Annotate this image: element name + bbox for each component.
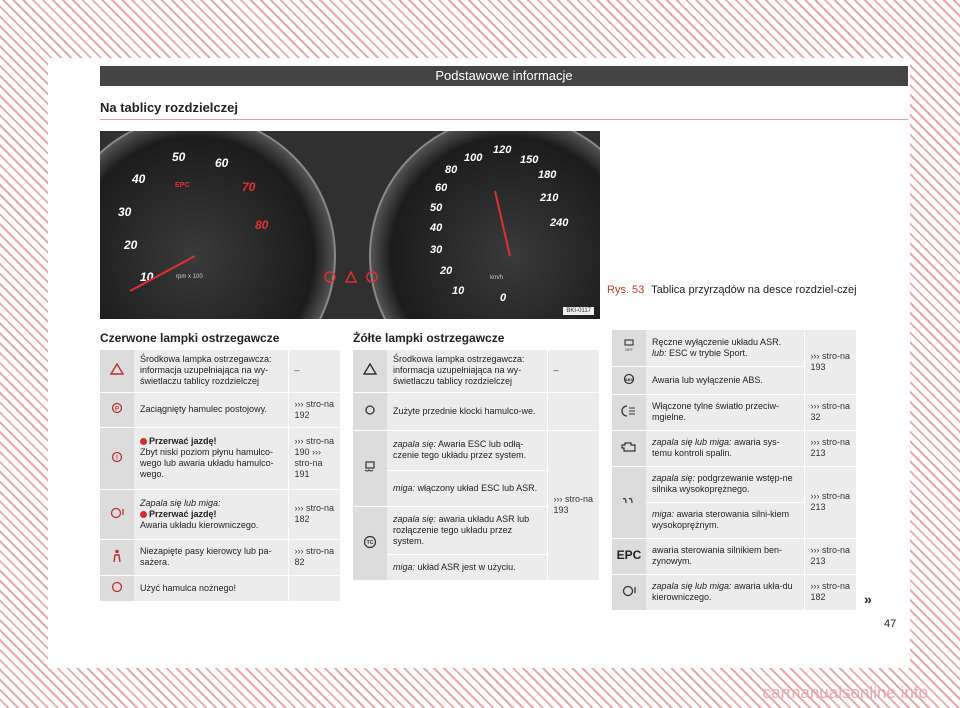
table-row (100, 575, 340, 601)
seatbelt-icon (100, 539, 134, 575)
row-text: Użyć hamulca nożnego! (134, 575, 288, 601)
row-ref: ››› stro-na 213 (804, 538, 856, 574)
tacho-label: 80 (255, 218, 269, 232)
table-row (353, 392, 599, 430)
row-ref: ››› stro-na 193 (804, 330, 856, 394)
row-pre: miga: (393, 482, 416, 493)
red-lamps-title: Czerwone lampki ostrzegawcze (100, 331, 280, 345)
tacho-label: 20 (124, 238, 138, 252)
continue-arrow-icon: » (864, 591, 872, 607)
red-lamps-table (100, 350, 340, 602)
row-text: Włączone tylne światło przeciw-mgielne. (646, 394, 804, 430)
speedo-label: 30 (430, 244, 443, 256)
row-ref: ››› stro-na 213 (804, 466, 856, 538)
row-pre: zapala się lub miga: (652, 581, 732, 591)
svg-text:TC: TC (366, 539, 374, 546)
row-pre: miga: (393, 561, 416, 572)
row-text: Środkowa lampka ostrzegawcza: informacja uzupełniająca na wy-świetlaczu tablicy rozdzielczej (134, 350, 288, 392)
row-text: awaria ukła-du kierowniczego. (652, 581, 793, 602)
page (48, 58, 910, 668)
row-text: układ ASR jest w użyciu. (417, 561, 516, 572)
caption-number: Rys. 53 (607, 284, 645, 296)
tacho-label: 70 (242, 180, 256, 194)
row-text: awaria sys-temu kontroli spalin. (652, 437, 780, 458)
row-pre: Zapala się lub miga: (140, 497, 221, 508)
brake-fluid-icon (100, 427, 134, 489)
table-row (100, 427, 340, 489)
table-row (612, 430, 856, 466)
row-ref: ››› stro-na 32 (804, 394, 856, 430)
row-text: Awaria układu kierowniczego. (140, 519, 259, 530)
row-text: włączony układ ESC lub ASR. (417, 482, 538, 493)
tcs-icon (353, 506, 387, 580)
table-row (100, 489, 340, 539)
instrument-cluster-figure (100, 131, 600, 319)
row-lead: Przerwać jazdę! (149, 436, 217, 446)
section-title: Na tablicy rozdzielczej (100, 100, 238, 115)
svg-text:!: ! (116, 455, 118, 461)
row-text: Ręczne wyłączenie układu ASR. (652, 336, 782, 347)
row-ref: – (547, 350, 599, 392)
rear-fog-icon (612, 394, 646, 430)
speedo-label: 0 (500, 292, 507, 304)
row-pre: miga: (652, 509, 675, 519)
epc-lamp: EPC (175, 182, 190, 189)
tacho-label: 60 (215, 156, 229, 170)
warning-triangle-icon (100, 350, 134, 392)
table-row (612, 574, 856, 610)
row-text: awaria sterowania silnikiem ben-zynowym. (646, 538, 804, 574)
row-pre: zapala się lub miga: (652, 437, 732, 447)
foot-brake-icon (100, 575, 134, 601)
row-or: lub: (652, 347, 667, 358)
speedo-label: 100 (464, 152, 483, 164)
svg-text:OFF: OFF (625, 347, 633, 353)
title-divider (100, 119, 908, 120)
watermark: carmanualsonline.info (762, 683, 928, 702)
page-number: 47 (884, 618, 897, 630)
table-row (612, 330, 856, 366)
tacho-units: rpm x 100 (176, 274, 203, 280)
table-row (612, 466, 856, 502)
esc-off-icon (612, 330, 646, 366)
speedo-label: 20 (440, 265, 453, 277)
stop-dot-icon (140, 511, 147, 518)
row-pre: zapala się: (393, 439, 437, 449)
speedo-units: km/h (490, 275, 504, 281)
cluster-illustration (100, 131, 600, 319)
abs-icon (612, 366, 646, 394)
esc-icon (353, 430, 387, 506)
svg-text:P: P (114, 406, 120, 413)
row-ref: ››› stro-na 213 (804, 430, 856, 466)
chapter-header: Podstawowe informacje (100, 66, 908, 86)
row-text: Niezapięte pasy kierowcy lub pa-sażera. (134, 539, 288, 575)
row-ref: ››› stro-na 193 (547, 430, 599, 580)
parking-brake-icon (100, 392, 134, 427)
row-text: awaria układu ASR lub rozłączenie tego układu przez system. (393, 513, 530, 546)
row-ref (288, 575, 340, 601)
brake-pads-icon (353, 392, 387, 430)
tacho-label: 50 (172, 150, 186, 164)
row-text: Zużyte przednie klocki hamulco-we. (387, 392, 547, 430)
figure-caption (607, 283, 857, 297)
glow-plug-icon (612, 466, 646, 538)
row-lead: Przerwać jazdę! (149, 508, 217, 519)
steering-warning-icon (100, 489, 134, 539)
speedo-label: 50 (430, 202, 443, 214)
tacho-label: 40 (132, 172, 146, 186)
speedo-label: 40 (430, 222, 443, 234)
row-text: Zbyt niski poziom płynu hamulco-wego lub awaria układu hamulco-wego. (140, 447, 274, 479)
row-text: Awaria lub wyłączenie ABS. (646, 366, 804, 394)
speedo-label: 120 (493, 144, 512, 156)
table-row (612, 538, 856, 574)
row-ref: ››› stro-na 182 (288, 489, 340, 539)
speedo-label: 210 (540, 192, 559, 204)
table-row (353, 350, 599, 392)
row-ref: ››› stro-na 192 (288, 392, 340, 427)
row-ref: – (288, 350, 340, 392)
speedo-label: 240 (550, 217, 569, 229)
row-pre: zapala się: (652, 473, 696, 483)
tacho-label: 30 (118, 205, 132, 219)
row-text: Środkowa lampka ostrzegawcza: informacja uzupełniająca na wy-świetlaczu tablicy rozdzielczej (387, 350, 547, 392)
yellow-lamps-table (353, 350, 599, 581)
epc-icon (612, 538, 646, 574)
figure-id: BKI-0117 (563, 307, 594, 315)
row-ref (547, 392, 599, 430)
engine-icon (612, 430, 646, 466)
table-row (353, 430, 599, 470)
speedo-label: 10 (452, 285, 465, 297)
steering-warning-icon (612, 574, 646, 610)
speedo-label: 150 (520, 154, 539, 166)
row-pre: zapala się: (393, 513, 437, 524)
speedo-label: 60 (435, 182, 448, 194)
speedo-label: 180 (538, 169, 557, 181)
stop-dot-icon (140, 438, 147, 445)
speedo-label: 80 (445, 164, 458, 176)
row-text-2: ESC w trybie Sport. (669, 347, 748, 358)
svg-text:ABS: ABS (624, 376, 634, 382)
yellow-lamps-title: Żółte lampki ostrzegawcze (353, 331, 505, 345)
table-row (100, 350, 340, 392)
row-text: podgrzewanie wstęp-ne silnika wysokoprężnego. (652, 473, 793, 494)
row-ref: ››› stro-na 82 (288, 539, 340, 575)
table-row (100, 539, 340, 575)
tacho-label: 10 (140, 270, 154, 284)
row-text: Awaria ESC lub odłą-czenie tego układu przez system. (393, 439, 527, 460)
warning-triangle-icon (353, 350, 387, 392)
caption-text: Tablica przyrządów na desce rozdziel-czej (651, 284, 857, 296)
row-ref: ››› stro-na 190 ››› stro-na 191 (288, 427, 340, 489)
row-ref: ››› stro-na 182 (804, 574, 856, 610)
table-row (612, 394, 856, 430)
row-text: awaria sterowania silni-kiem wysokoprężnym. (652, 509, 790, 530)
right-lamps-table (612, 330, 856, 611)
table-row (100, 392, 340, 427)
epc-text: EPC (616, 548, 642, 562)
row-text: Zaciągnięty hamulec postojowy. (134, 392, 288, 427)
